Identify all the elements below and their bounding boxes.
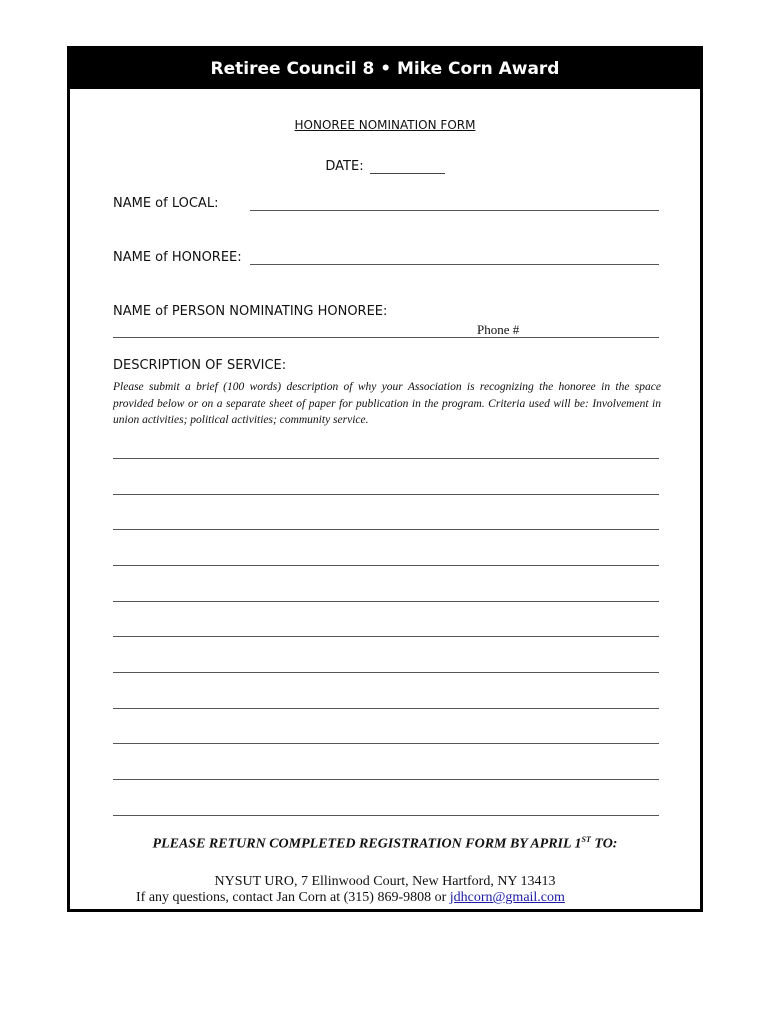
contact-text: If any questions, contact Jan Corn at (315) 869-9808 or (136, 890, 450, 905)
description-line[interactable] (113, 636, 659, 637)
description-line[interactable] (113, 779, 659, 780)
contact-line (136, 890, 565, 906)
return-instructions (70, 835, 700, 853)
honoree-label: NAME of HONOREE: (113, 250, 242, 265)
return-superscript: ST (581, 835, 591, 844)
description-line[interactable] (113, 565, 659, 566)
description-line[interactable] (113, 672, 659, 673)
date-row (70, 159, 700, 174)
local-label: NAME of LOCAL: (113, 196, 219, 211)
description-line[interactable] (113, 743, 659, 744)
honoree-field[interactable] (250, 264, 659, 265)
page-title: Retiree Council 8 • Mike Corn Award (210, 59, 560, 79)
return-suffix: TO: (590, 836, 618, 852)
description-line[interactable] (113, 494, 659, 495)
description-line[interactable] (113, 458, 659, 459)
mailing-address: NYSUT URO, 7 Ellinwood Court, New Hartford, NY 13413 (214, 874, 556, 889)
date-label: DATE: (325, 159, 364, 174)
description-line[interactable] (113, 708, 659, 709)
description-instructions: Please submit a brief (100 words) description of why your Association is recognizing the honoree in the space provided below or on a separate sheet of paper for publication in the program. Criteria used will be: Involvement in union activities; political activities; community service. (113, 381, 661, 426)
form-border (67, 46, 703, 912)
description-line[interactable] (113, 529, 659, 530)
phone-label: Phone # (477, 322, 520, 337)
nominator-field[interactable] (113, 337, 659, 338)
title-bar (70, 49, 700, 89)
description-line[interactable] (113, 601, 659, 602)
date-field[interactable] (370, 159, 445, 174)
return-prefix: PLEASE RETURN COMPLETED REGISTRATION FORM BY APRIL 1 (152, 836, 582, 852)
description-heading: DESCRIPTION OF SERVICE: (113, 358, 287, 373)
nominator-label: NAME of PERSON NOMINATING HONOREE: (113, 304, 388, 319)
form-title: HONOREE NOMINATION FORM (294, 118, 476, 132)
email-link[interactable]: jdhcorn@gmail.com (449, 890, 565, 905)
description-line[interactable] (113, 815, 659, 816)
local-field[interactable] (250, 210, 659, 211)
